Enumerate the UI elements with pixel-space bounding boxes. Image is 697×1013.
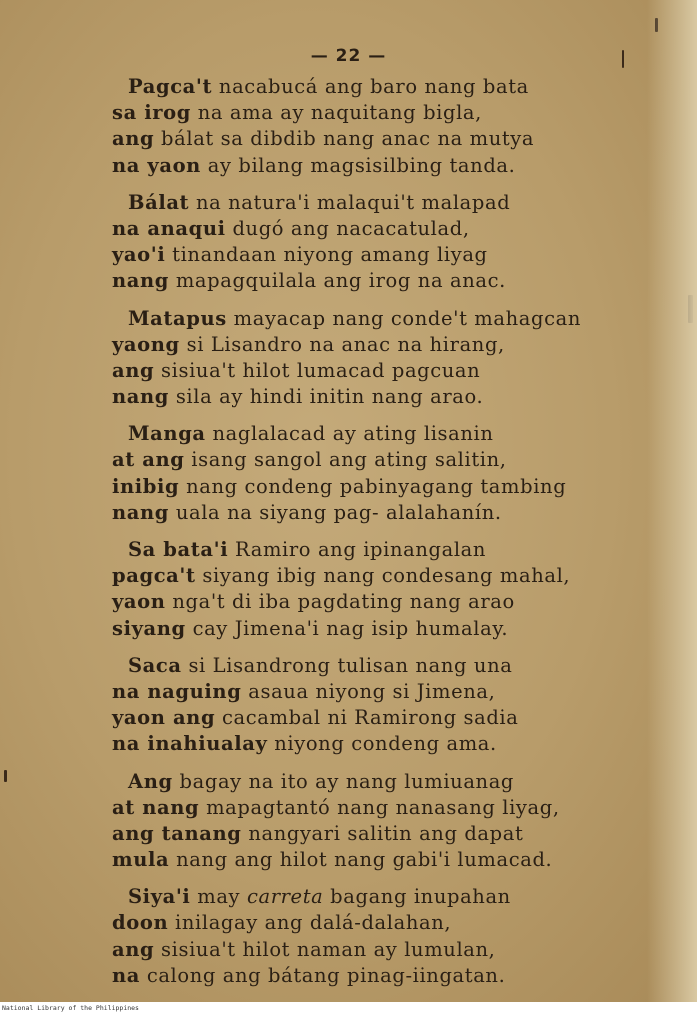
- line-lead-word: siyang: [112, 616, 186, 640]
- line-lead-word: Saca: [128, 653, 182, 677]
- line-lead-word: at nang: [112, 795, 200, 819]
- line-text: may: [190, 885, 247, 909]
- line-lead-word: inibig: [112, 474, 180, 498]
- italic-word: carreta: [246, 885, 324, 909]
- stanza: [96, 190, 566, 295]
- line-text: asaua niyong si Jimena,: [241, 679, 496, 703]
- stanza: [96, 769, 566, 874]
- stanza: [96, 74, 566, 179]
- poem-line: [96, 653, 566, 679]
- line-text: sisiua't hilot naman ay lumulan,: [154, 937, 496, 961]
- line-text: inilagay ang dalá-dalahan,: [168, 911, 452, 935]
- line-text: nang ang hilot nang gabi'i lumacad.: [169, 848, 553, 872]
- line-lead-word: Matapus: [128, 306, 227, 330]
- line-lead-word: nang: [112, 269, 170, 293]
- line-text: si Lisandrong tulisan nang una: [181, 653, 513, 677]
- line-lead-word: na yaon: [112, 153, 201, 177]
- line-lead-word: na: [112, 963, 141, 987]
- line-text: siyang ibig nang condesang mahal,: [195, 564, 571, 588]
- line-lead-word: at ang: [112, 448, 185, 472]
- line-text: mapagtantó nang nanasang liyag,: [199, 795, 560, 819]
- line-text: nangyari salitin ang dapat: [241, 821, 524, 845]
- line-text: nang condeng pabinyagang tambing: [179, 474, 567, 498]
- line-text: si Lisandro na anac na hirang,: [179, 332, 505, 356]
- line-text: nacabucá ang baro nang bata: [212, 75, 529, 98]
- line-lead-word: ang tanang: [112, 821, 242, 845]
- poem-line: [96, 537, 566, 563]
- poem-line: [96, 74, 566, 100]
- line-text: ay bilang magsisilbing tanda.: [200, 153, 516, 177]
- line-lead-word: na naguing: [112, 679, 242, 703]
- line-text: nga't di iba pagdating nang arao: [165, 590, 515, 614]
- poem-line: [96, 306, 581, 332]
- line-text-tail: bagang inupahan: [323, 885, 511, 909]
- line-lead-word: Sa bata'i: [128, 538, 229, 561]
- poem-line: [96, 242, 566, 268]
- poem-line: [96, 910, 566, 936]
- line-text: mapagquilala ang irog na anac.: [169, 269, 506, 293]
- poem-line: [96, 216, 566, 242]
- poem-line: [96, 474, 566, 500]
- poem-line: [96, 963, 566, 989]
- line-lead-word: ang: [112, 127, 155, 151]
- line-lead-word: yaon ang: [112, 706, 216, 730]
- line-text: sisiua't hilot lumacad pagcuan: [154, 358, 481, 382]
- poem-line: [96, 679, 566, 705]
- line-lead-word: Pagca't: [128, 75, 213, 98]
- line-lead-word: mula: [112, 848, 170, 872]
- poem-line: [96, 384, 566, 410]
- line-text: isang sangol ang ating salitin,: [184, 448, 507, 472]
- stanza: [96, 653, 566, 758]
- poem-line: [96, 447, 566, 473]
- line-text: na ama ay naquitang bigla,: [190, 101, 482, 125]
- poem-line: [96, 795, 566, 821]
- poem-line: [96, 126, 566, 152]
- page-number: — 22 —: [310, 46, 387, 66]
- line-text: cacambal ni Ramirong sadia: [215, 706, 519, 730]
- stanza: [96, 884, 566, 989]
- poem-line: [96, 358, 566, 384]
- line-text: uala na siyang pag- alalahanín.: [169, 500, 502, 524]
- line-lead-word: Manga: [128, 422, 206, 446]
- poem-line: [96, 190, 566, 216]
- poem-line: [96, 589, 566, 615]
- line-text: cay Jimena'i nag isip humalay.: [185, 616, 509, 640]
- line-text: mayacap nang conde't mahagcan: [226, 306, 581, 330]
- poem-line: [96, 769, 566, 795]
- poem-body: [96, 74, 581, 1000]
- poem-line: [96, 153, 566, 179]
- line-lead-word: doon: [112, 911, 169, 935]
- line-lead-word: yao'i: [112, 243, 166, 267]
- line-text: sila ay hindi initin nang arao.: [169, 385, 484, 409]
- line-text: Ramiro ang ipinangalan: [228, 538, 487, 561]
- stanza: [96, 537, 571, 642]
- line-lead-word: yaon: [112, 590, 166, 614]
- line-lead-word: na inahiualay: [112, 732, 268, 756]
- poem-line: [96, 500, 566, 526]
- line-lead-word: nang: [112, 500, 170, 524]
- line-text: bagay na ito ay nang lumiuanag: [172, 769, 515, 793]
- line-lead-word: pagca't: [112, 564, 196, 588]
- line-lead-word: Ang: [128, 769, 173, 793]
- line-lead-word: ang: [112, 937, 155, 961]
- footer-credit: National Library of the Philippines: [2, 1004, 139, 1012]
- line-text: dugó ang nacacatulad,: [225, 216, 470, 240]
- line-lead-word: yaong: [112, 332, 180, 356]
- poem-line: [96, 884, 566, 910]
- line-text: naglalacad ay ating lisanin: [205, 422, 494, 446]
- poem-line: [96, 421, 566, 447]
- line-text: niyong condeng ama.: [267, 732, 497, 756]
- poem-line: [96, 731, 566, 757]
- poem-line: [96, 937, 566, 963]
- stanza: [96, 421, 566, 526]
- line-text: tinandaan niyong amang liyag: [165, 243, 488, 267]
- line-lead-word: Siya'i: [128, 885, 191, 909]
- poem-line: [96, 268, 566, 294]
- poem-line: [96, 616, 566, 642]
- stanza: [96, 306, 581, 411]
- line-text: bálat sa dibdib nang anac na mutya: [154, 127, 535, 151]
- poem-line: [96, 847, 566, 873]
- line-lead-word: nang: [112, 385, 170, 409]
- line-lead-word: na anaqui: [112, 216, 226, 240]
- poem-line: [96, 100, 566, 126]
- line-text: calong ang bátang pinag-iingatan.: [140, 963, 506, 987]
- line-lead-word: sa irog: [112, 101, 191, 125]
- line-lead-word: ang: [112, 358, 155, 382]
- line-lead-word: Bálat: [128, 190, 190, 214]
- poem-line: [96, 705, 566, 731]
- line-text: na natura'i malaqui't malapad: [189, 190, 511, 214]
- poem-line: [96, 821, 566, 847]
- poem-line: [96, 563, 571, 589]
- poem-line: [96, 332, 566, 358]
